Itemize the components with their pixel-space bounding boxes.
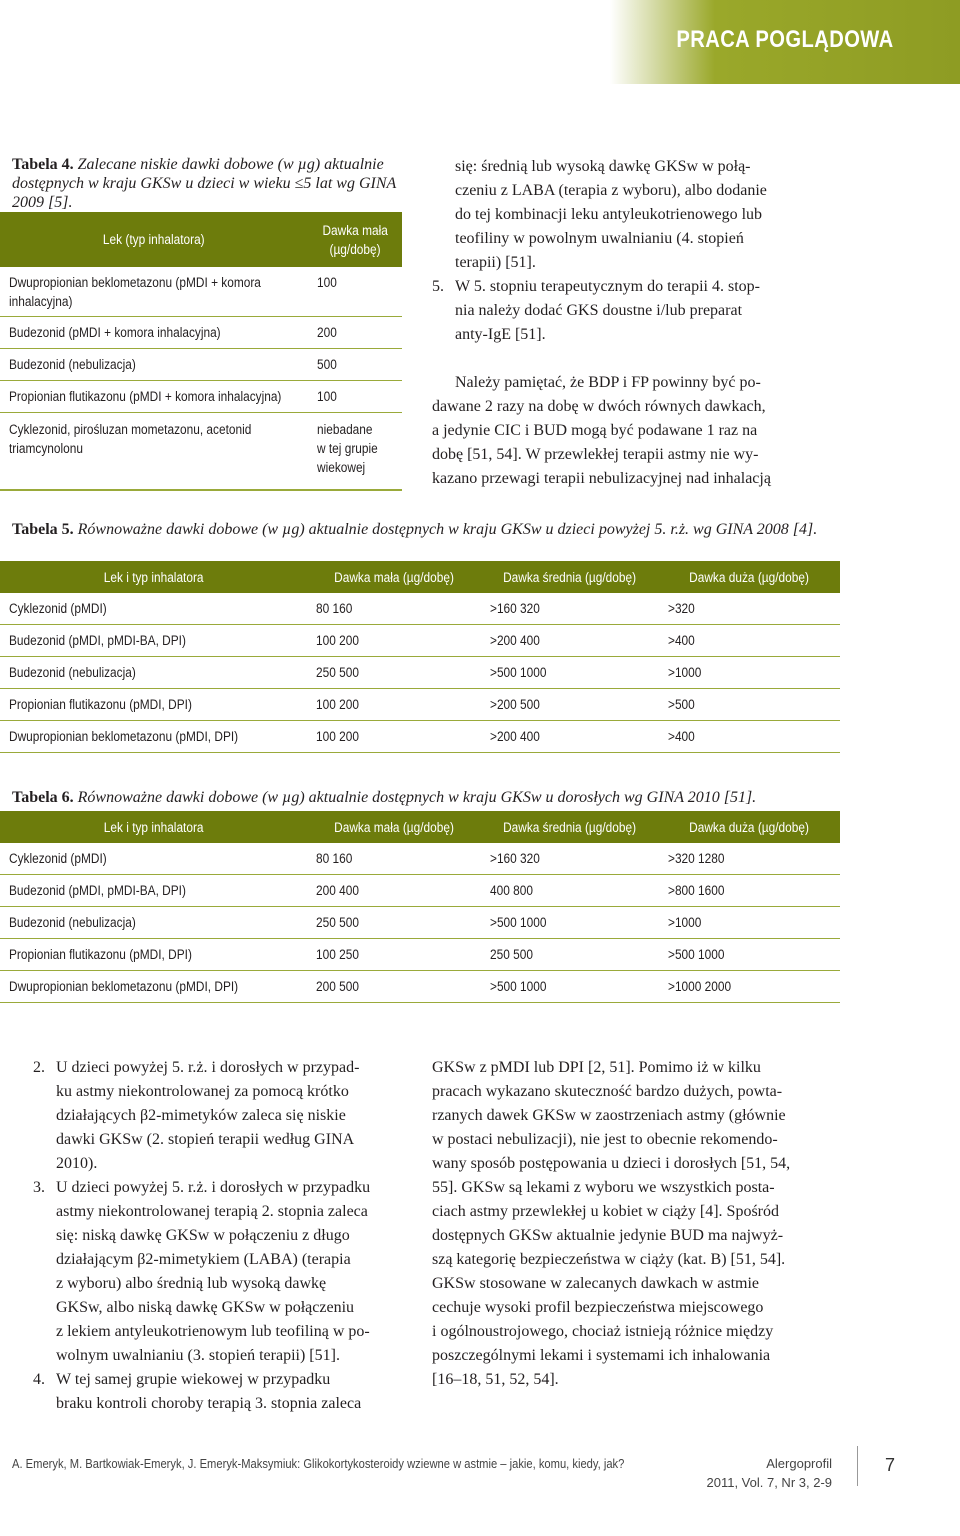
table6 [0, 811, 840, 1003]
table-row [0, 317, 402, 349]
text-line: działających β2-mimetyków zaleca się niskie [56, 1107, 346, 1124]
table6-cell: 200 500 [316, 979, 359, 994]
text-line: rzanych dawek GKSw w zaostrzeniach astmy (głównie [432, 1107, 786, 1124]
table-row [0, 349, 402, 381]
text-line: się: niską dawkę GKSw w połączeniu z długo [56, 1227, 350, 1244]
table6-col-medium: Dawka średnia (µg/dobę) [503, 819, 637, 835]
footer-citation: A. Emeryk, M. Bartkowiak-Emeryk, J. Emeryk-Maksymiuk: Glikokortykosteroidy wziewne w astmie – jakie, komu, kiedy, jak? [12, 1456, 625, 1471]
table5-cell: 80 160 [316, 601, 353, 616]
text-line: się: średnią lub wysoką dawkę GKSw w połą- [455, 158, 751, 175]
table6-cell: 250 500 [490, 947, 533, 962]
text-line: dawane 2 razy na dobę w dwóch równych dawkach, [432, 398, 766, 415]
table6-cell: 250 500 [316, 915, 359, 930]
table4-bottom-rule [0, 489, 402, 491]
table6-cell: Budezonid (nebulizacja) [9, 915, 136, 930]
text-line: do tej kombinacji leku antyleukotrienowego lub [455, 206, 763, 223]
table5-cell: >500 1000 [490, 665, 547, 680]
text-line: GKSw, albo niską dawkę GKSw w połączeniu [56, 1299, 355, 1316]
table-row [0, 875, 840, 907]
text-line: ciach astmy przewlekłej u kobiet w ciąży [4]. Spośród [432, 1203, 779, 1220]
table5-caption-label: Tabela 5. [12, 521, 74, 538]
table4-row5-drug: Cyklezonid, pirośluzan mometazonu, acetonid [9, 422, 252, 437]
page-number: 7 [885, 1455, 896, 1475]
table6-cell: 400 800 [490, 883, 533, 898]
text-line: poszczególnymi lekami i systemami ich inhalowania [432, 1347, 771, 1364]
text-line: ku astmy niekontrolowanej za pomocą krótko [56, 1083, 349, 1100]
text-line: działającym β2-mimetykiem (LABA) (terapia [56, 1251, 351, 1268]
table6-cell: >1000 [668, 915, 702, 930]
table4-row4-dose: 100 [317, 389, 337, 404]
text-line: braku kontroli choroby terapią 3. stopnia zaleca [56, 1395, 362, 1412]
table4-row5-dose-cont2: wiekowej [317, 460, 366, 475]
table-row [0, 267, 402, 317]
table-row [0, 843, 840, 875]
table4-row3-dose: 500 [317, 357, 337, 372]
table5-cell: 100 200 [316, 697, 359, 712]
text-line: U dzieci powyżej 5. r.ż. i dorosłych w przypad- [56, 1059, 360, 1076]
text-line: z wyboru) albo średnią lub wysoką dawkę [56, 1275, 327, 1292]
text-line: 2010). [56, 1155, 98, 1172]
table6-cell: >800 1600 [668, 883, 725, 898]
text-line: kazano przewagi terapii nebulizacyjnej nad inhalacją [432, 470, 771, 487]
table5-cell: >1000 [668, 665, 702, 680]
table6-cell: >500 1000 [490, 915, 547, 930]
table6-cell: >500 1000 [668, 947, 725, 962]
table5-cell: 100 200 [316, 633, 359, 648]
list-number: 3. [33, 1179, 45, 1196]
section-title: PRACA POGLĄDOWA [676, 26, 894, 53]
text-line: U dzieci powyżej 5. r.ż. i dorosłych w przypadku [56, 1179, 371, 1196]
table4-row3-drug: Budezonid (nebulizacja) [9, 357, 136, 372]
text-line: W 5. stopniu terapeutycznym do terapii 4. stop- [455, 278, 760, 295]
text-line: Należy pamiętać, że BDP i FP powinny być po- [455, 374, 761, 391]
table5-cell: >200 500 [490, 697, 540, 712]
table4-caption-label: Tabela 4. [12, 156, 74, 173]
table5-cell: Budezonid (pMDI, pMDI-BA, DPI) [9, 633, 186, 648]
table5-caption [12, 520, 842, 539]
table4-col-drug: Lek (typ inhalatora) [103, 232, 205, 247]
table6-cell: >500 1000 [490, 979, 547, 994]
table-row [0, 657, 840, 689]
table6-caption-label: Tabela 6. [12, 789, 74, 806]
text-line: cechuje wysoki profil bezpieczeństwa miejscowego [432, 1299, 764, 1316]
table4-row5-dose: niebadane [317, 422, 373, 437]
table6-cell: >1000 2000 [668, 979, 732, 994]
text-line: i ogólnoustrojowego, chociaż istnieją różnice między [432, 1323, 774, 1340]
text-line: 55]. GKSw są lekami z wyboru we wszystkich posta- [432, 1179, 775, 1196]
text-line: w postaci nebulizacji), nie jest to obecnie rekomendo- [432, 1131, 778, 1148]
text-line: pracach wykazano skuteczność bardzo dużych, powta- [432, 1083, 783, 1100]
text-line: wolnym uwalnianiu (3. stopień terapii) [51]. [56, 1347, 340, 1364]
table5-cell: >400 [668, 633, 695, 648]
table5-cell: Propionian flutikazonu (pMDI, DPI) [9, 697, 192, 712]
table5-col-high: Dawka duża (µg/dobę) [689, 569, 810, 585]
table-row [0, 689, 840, 721]
table5-header [0, 561, 840, 593]
text-line: terapii) [51]. [455, 254, 536, 271]
table4-row5-drug-cont: triamcynolonu [9, 441, 83, 456]
text-line: GKSw stosowane w zalecanych dawkach w astmie [432, 1275, 760, 1292]
table4-row1-drug-cont: inhalacyjna) [9, 293, 73, 309]
list-number: 5. [432, 278, 444, 295]
list-number: 4. [33, 1371, 45, 1388]
table4-row2-dose: 200 [317, 325, 337, 340]
table6-cell: 80 160 [316, 851, 353, 866]
table6-col-high: Dawka duża (µg/dobę) [689, 819, 810, 835]
table4-col-dose-line1: Dawka mała [322, 222, 388, 238]
table5-cell: Budezonid (nebulizacja) [9, 665, 136, 680]
table6-cell: Propionian flutikazonu (pMDI, DPI) [9, 947, 192, 962]
footer-divider [857, 1446, 858, 1486]
text-line: dobę [51, 54]. W przewlekłej terapii astmy nie wy- [432, 446, 759, 463]
table6-caption [12, 788, 852, 807]
table5-col-low: Dawka mała (µg/dobę) [334, 569, 454, 585]
table6-cell: 200 400 [316, 883, 359, 898]
list-number: 2. [33, 1059, 45, 1076]
table-row [0, 381, 402, 413]
table5-col-drug: Lek i typ inhalatora [103, 569, 204, 585]
text-line: GKSw z pMDI lub DPI [2, 51]. Pomimo iż w kilku [432, 1059, 761, 1076]
table5-col-medium: Dawka średnia (µg/dobę) [503, 569, 637, 585]
text-line: dawki GKSw (2. stopień terapii według GINA [56, 1131, 355, 1148]
text-line: dostępnych GKSw aktualnie jedynie BUD ma najwyż- [432, 1227, 784, 1244]
text-line: szą kategorię bezpieczeństwa w ciąży (kat. B) [51, 54]. [432, 1251, 786, 1268]
table4-row2-drug: Budezonid (pMDI + komora inhalacyjna) [9, 325, 221, 340]
table6-header [0, 811, 840, 843]
journal-name: Alergoprofil [766, 1456, 832, 1471]
table6-cell: Budezonid (pMDI, pMDI-BA, DPI) [9, 883, 186, 898]
table5-cell: Dwupropionian beklometazonu (pMDI, DPI) [9, 729, 239, 744]
table5-cell: 250 500 [316, 665, 359, 680]
table6-cell: Dwupropionian beklometazonu (pMDI, DPI) [9, 979, 239, 994]
footer-journal [686, 1454, 832, 1492]
table6-cell: >320 1280 [668, 851, 725, 866]
text-line: [16–18, 51, 52, 54]. [432, 1371, 559, 1388]
table-row [0, 939, 840, 971]
journal-volume: 2011, Vol. 7, Nr 3, 2-9 [706, 1475, 832, 1490]
table5-caption-text: Równoważne dawki dobowe (w µg) aktualnie dostępnych w kraju GKSw u dzieci powyżej 5. r.ż. wg GINA 2008 [4]. [73, 521, 818, 538]
table6-col-low: Dawka mała (µg/dobę) [334, 819, 454, 835]
table4-header [0, 212, 402, 267]
table-row [0, 413, 402, 489]
table4-caption-text: Zalecane niskie dawki dobowe (w µg) aktualnie dostępnych w kraju GKSw u dzieci w wieku ≤5 lat wg GINA 2009 [5]. [12, 156, 397, 211]
table4-row5-dose-cont: w tej grupie [317, 441, 378, 456]
table5-cell: >160 320 [490, 601, 540, 616]
text-line: teofiliny w powolnym uwalnianiu (4. stopień [455, 230, 744, 247]
text-line: nia należy dodać GKS doustne i/lub preparat [455, 302, 743, 319]
table5 [0, 561, 840, 753]
text-line: astmy niekontrolowanej terapią 2. stopnia zaleca [56, 1203, 368, 1220]
table6-cell: >160 320 [490, 851, 540, 866]
table5-cell: >200 400 [490, 633, 540, 648]
text-line: W tej samej grupie wiekowej w przypadku [56, 1371, 331, 1388]
table6-caption-text: Równoważne dawki dobowe (w µg) aktualnie dostępnych w kraju GKSw u dorosłych wg GINA 2010 [51]. [73, 789, 757, 806]
table-row [0, 721, 840, 753]
table6-cell: 100 250 [316, 947, 359, 962]
table-row [0, 971, 840, 1003]
table5-cell: >320 [668, 601, 695, 616]
table5-cell: Cyklezonid (pMDI) [9, 601, 107, 616]
table4-row4-drug: Propionian flutikazonu (pMDI + komora inhalacyjna) [9, 389, 282, 404]
table-row [0, 593, 840, 625]
text-line: czeniu z LABA (terapia z wyboru), albo dodanie [455, 182, 767, 199]
table6-cell: Cyklezonid (pMDI) [9, 851, 107, 866]
text-line: wany sposób postępowania u dzieci i dorosłych [51, 54, [432, 1155, 791, 1172]
table5-cell: >200 400 [490, 729, 540, 744]
table6-col-drug: Lek i typ inhalatora [103, 819, 204, 835]
table5-cell: >500 [668, 697, 695, 712]
text-line: a jedynie CIC i BUD mogą być podawane 1 raz na [432, 422, 758, 439]
header-banner [610, 0, 960, 84]
text-line: z lekiem antyleukotrienowym lub teofiliną w po- [56, 1323, 370, 1340]
table4-row1-drug: Dwupropionian beklometazonu (pMDI + komora [9, 274, 261, 290]
table4 [0, 212, 402, 491]
table4-row1-dose: 100 [317, 275, 337, 290]
text-line: anty-IgE [51]. [455, 326, 546, 343]
table-row [0, 625, 840, 657]
table4-col-dose-line2: (µg/dobę) [329, 241, 381, 257]
table-row [0, 907, 840, 939]
table4-caption [12, 155, 412, 212]
table5-cell: >400 [668, 729, 695, 744]
table5-cell: 100 200 [316, 729, 359, 744]
